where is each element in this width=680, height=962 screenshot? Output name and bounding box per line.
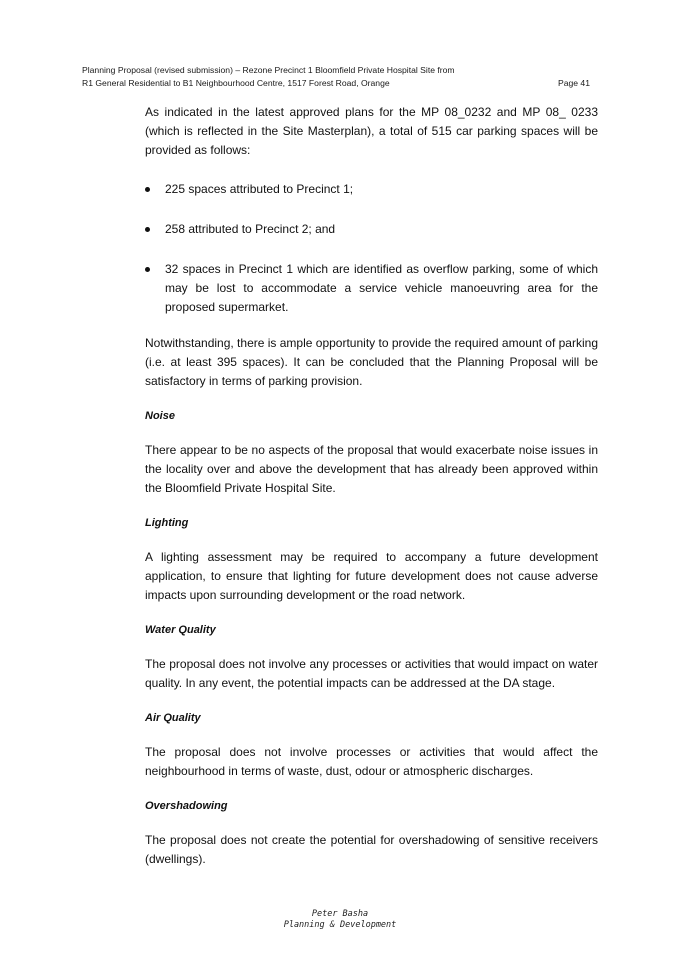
bullet-dot-icon: [145, 227, 150, 232]
page-header: [82, 64, 602, 90]
bullet-text: 32 spaces in Precinct 1 which are identified as overflow parking, some of which may be lost to accommodate a service vehicle manoeuvring area for the proposed supermarket.: [165, 262, 598, 314]
page-number: Page 41: [557, 78, 590, 88]
page-footer: [0, 909, 680, 931]
section-body-lighting: A lighting assessment may be required to accompany a future development application, to ensure that lighting for future development does not cause adverse impacts upon surrounding development or the road network.: [145, 550, 598, 602]
section-heading-air-quality: Air Quality: [145, 712, 201, 724]
section-body-noise: There appear to be no aspects of the proposal that would exacerbate noise issues in the locality over and above the development that has already been approved within the Bloomfield Private Hospital Site.: [145, 443, 598, 495]
section-heading-lighting: Lighting: [145, 517, 189, 529]
bullet-item: [145, 260, 598, 317]
header-title-line1: Planning Proposal (revised submission) – Rezone Precinct 1 Bloomfield Private Hospital Site from: [82, 65, 455, 75]
section-heading-water-quality: Water Quality: [145, 624, 216, 636]
section-body-water-quality: The proposal does not involve any processes or activities that would impact on water quality. In any event, the potential impacts can be addressed at the DA stage.: [145, 657, 598, 690]
section-body-air-quality: The proposal does not involve processes or activities that would affect the neighbourhood in terms of waste, dust, odour or atmospheric discharges.: [145, 745, 598, 778]
bullet-dot-icon: [145, 187, 150, 192]
parking-bullet-list: [145, 180, 598, 317]
bullet-item: [145, 220, 598, 239]
bullet-text: 225 spaces attributed to Precinct 1;: [165, 182, 354, 196]
section-heading-overshadowing: Overshadowing: [145, 800, 228, 812]
section-body-overshadowing: The proposal does not create the potential for overshadowing of sensitive receivers (dwellings).: [145, 833, 598, 866]
section-heading-noise: Noise: [145, 410, 175, 422]
bullet-dot-icon: [145, 267, 150, 272]
parking-conclusion-paragraph: Notwithstanding, there is ample opportunity to provide the required amount of parking (i.e. at least 395 spaces). It can be concluded that the Planning Proposal will be satisfactory in terms of parking provision.: [145, 336, 598, 388]
footer-author: Peter Basha: [311, 909, 369, 919]
document-body: [145, 103, 598, 869]
footer-company: Planning & Development: [283, 920, 397, 930]
header-line2-row: [82, 77, 602, 90]
parking-intro-paragraph: As indicated in the latest approved plans for the MP 08_0232 and MP 08_ 0233 (which is reflected in the Site Masterplan), a total of 515 car parking spaces will be provided as follows:: [145, 105, 598, 157]
bullet-text: 258 attributed to Precinct 2; and: [165, 222, 336, 236]
header-title-line2: R1 General Residential to B1 Neighbourhood Centre, 1517 Forest Road, Orange: [82, 78, 390, 88]
bullet-item: [145, 180, 598, 199]
